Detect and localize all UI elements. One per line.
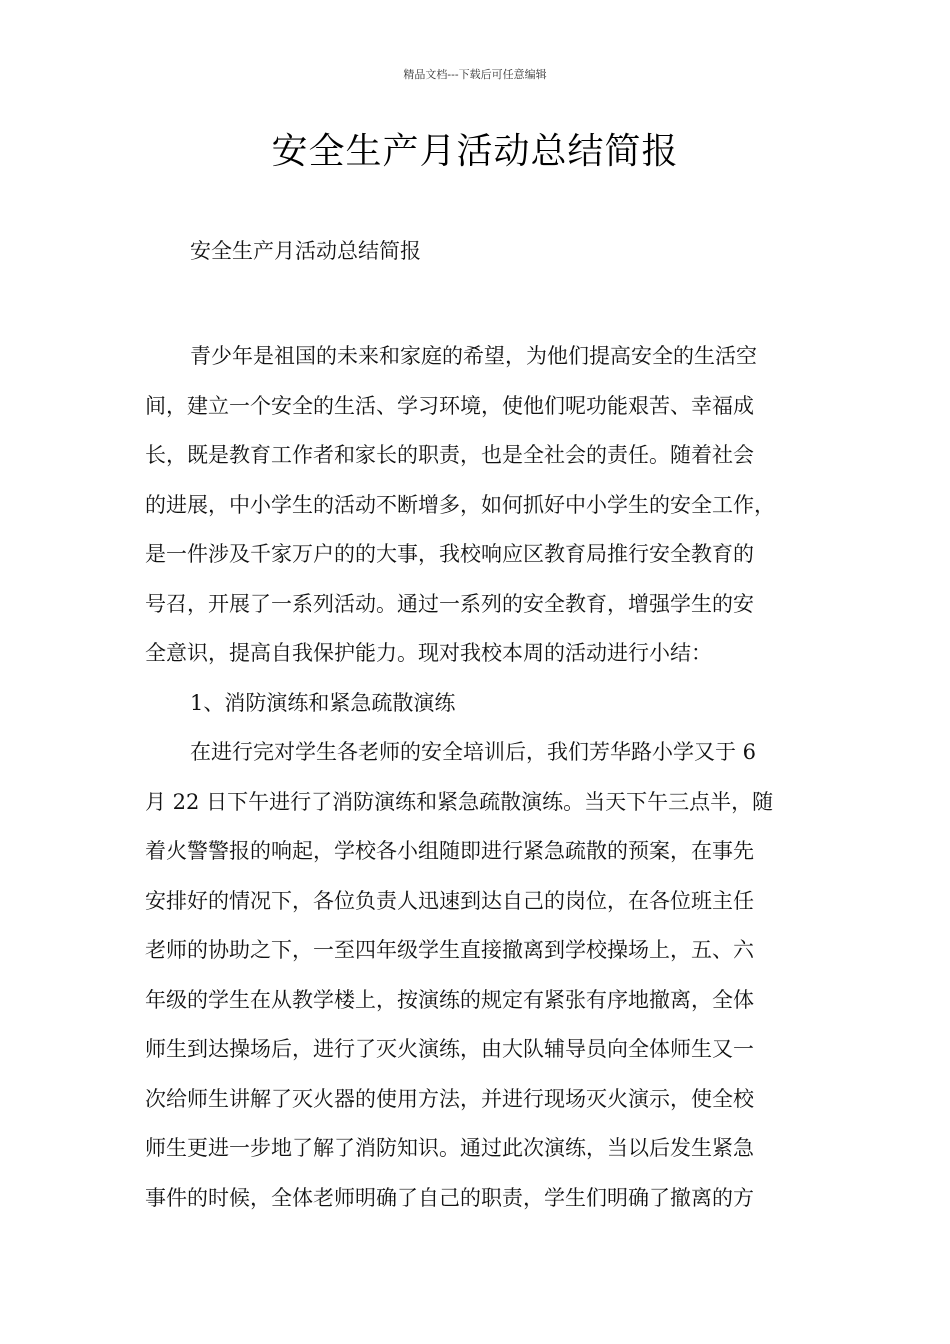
section-heading: 1、消防演练和紧急疏散演练 bbox=[190, 690, 456, 715]
header-note: 精品文档---下载后可任意编辑 bbox=[403, 68, 547, 81]
paragraph-line: 次给师生讲解了灭火器的使用方法，并进行现场灭火演示，使全校 bbox=[145, 1086, 754, 1111]
paragraph-line: 安排好的情况下，各位负责人迅速到达自己的岗位，在各位班主任 bbox=[145, 888, 754, 913]
paragraph-line: 月 22 日下午进行了消防演练和紧急疏散演练。当天下午三点半，随 bbox=[145, 789, 774, 814]
paragraph-line: 青少年是祖国的未来和家庭的希望，为他们提高安全的生活空 bbox=[190, 344, 757, 368]
paragraph-line: 长，既是教育工作者和家长的职责，也是全社会的责任。随着社会 bbox=[145, 443, 754, 467]
paragraph-line: 着火警警报的响起，学校各小组随即进行紧急疏散的预案，在事先 bbox=[145, 839, 754, 863]
paragraph-line: 师生到达操场后，进行了灭火演练，由大队辅导员向全体师生又一 bbox=[145, 1037, 754, 1061]
paragraph-line: 在进行完对学生各老师的安全培训后，我们芳华路小学又于 6 bbox=[190, 740, 757, 764]
body-text bbox=[145, 332, 825, 1223]
document-subtitle: 安全生产月活动总结简报 bbox=[190, 239, 421, 263]
paragraph-line: 间，建立一个安全的生活、学习环境，使他们呢功能艰苦、幸福成 bbox=[145, 393, 754, 418]
paragraph-line: 全意识，提高自我保护能力。现对我校本周的活动进行小结： bbox=[145, 641, 712, 665]
paragraph-line: 是一件涉及千家万户的的大事，我校响应区教育局推行安全教育的 bbox=[145, 542, 754, 566]
paragraph-line: 师生更进一步地了解了消防知识。通过此次演练，当以后发生紧急 bbox=[145, 1136, 754, 1160]
paragraph-line: 年级的学生在从教学楼上，按演练的规定有紧张有序地撤离，全体 bbox=[145, 987, 754, 1012]
paragraph-line: 事件的时候，全体老师明确了自己的职责，学生们明确了撤离的方 bbox=[145, 1185, 754, 1210]
paragraph-line: 号召，开展了一系列活动。通过一系列的安全教育，增强学生的安 bbox=[145, 591, 754, 616]
paragraph-line: 的进展，中小学生的活动不断增多，如何抓好中小学生的安全工作， bbox=[145, 492, 775, 517]
document-title: 安全生产月活动总结简报 bbox=[271, 131, 679, 172]
paragraph-line: 老师的协助之下，一至四年级学生直接撤离到学校操场上，五、六 bbox=[145, 938, 754, 962]
